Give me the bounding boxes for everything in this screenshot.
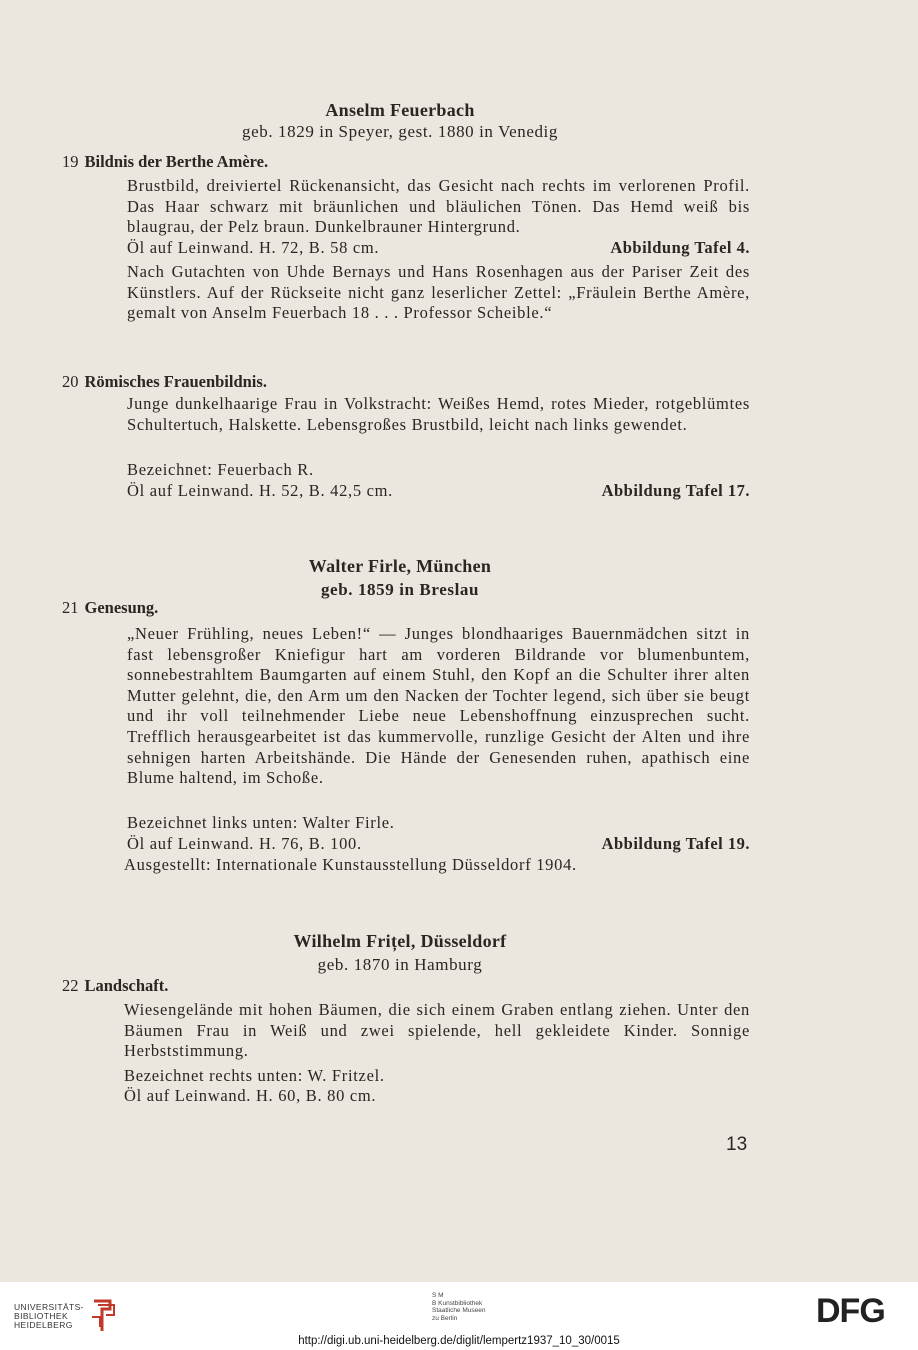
- library-line: HEIDELBERG: [14, 1319, 73, 1330]
- artist-heading-firle: Walter Firle, München: [308, 556, 492, 576]
- university-library-logo[interactable]: [14, 1297, 118, 1335]
- entry-signed: Bezeichnet links unten: Walter Firle.: [127, 813, 395, 832]
- entry-22-description: Wiesengelände mit hohen Bäumen, die sich einem Graben entlang ziehen. Unter den Bäumen Frau in Weiß und zwei spielende, hell gekleidete Kinder. Sonnige Herbststimmung.: [124, 1000, 750, 1061]
- entry-19-title: [62, 152, 268, 172]
- entry-21-medium-line: [127, 834, 750, 854]
- entry-medium: Öl auf Leinwand. H. 72, B. 58 cm.: [127, 238, 380, 257]
- library-emblem-icon: [88, 1297, 118, 1335]
- entry-20-medium-line: [127, 481, 750, 501]
- library-line: UNIVERSITÄTS-: [14, 1301, 84, 1312]
- entry-exhibited: Ausgestellt: Internationale Kunstausstellung Düsseldorf 1904.: [124, 855, 577, 874]
- permalink-url[interactable]: http://digi.ub.uni-heidelberg.de/diglit/lempertz1937_10_30/0015: [298, 1335, 620, 1347]
- entry-medium: Öl auf Leinwand. H. 76, B. 100.: [127, 834, 362, 853]
- museum-stamp: [432, 1292, 485, 1322]
- entry-22-signature: [124, 1066, 747, 1086]
- library-line: BIBLIOTHEK: [14, 1310, 69, 1321]
- library-name: [14, 1303, 84, 1330]
- entry-21-description: „Neuer Frühling, neues Leben!“ — Junges blondhaariges Bauernmädchen sitzt in fast lebensgroßer Kniefigur hart am vorderen Bildrande vor blumenbuntem, sonnebestrahltem Baumgarten auf einem Stuhl, den Kopf an die Schulter ihrer alten Mutter gelehnt, die, den Arm um den Nacken der Tochter legend, sich über sie beugt und ihr voll teilnehmender Liebe neue Lebenshoffnung einzusprechen sucht. Trefflich herausgearbeitet ist das kummervolle, runzlige Gesicht der Alten und ihre sehnigen harten Arbeitshände. Die Hände der Genesenden ruhen, apathisch eine Blume haltend, im Schoße.: [127, 624, 750, 788]
- artist-bio-feuerbach: geb. 1829 in Speyer, gest. 1880 in Venedig: [241, 122, 558, 141]
- artist-heading-feuerbach: Anselm Feuerbach: [325, 100, 475, 120]
- entry-20-title: [62, 372, 267, 392]
- entry-19-description: Brustbild, dreiviertel Rückenansicht, das Gesicht nach rechts im verlorenen Profil. Das Haar schwarz mit bräunlichen und bläulichen Tönen. Das Hemd weiß bis blaugrau, der Pelz braun. Dunkelbrauner Hintergrund.: [127, 176, 750, 237]
- entry-medium: Öl auf Leinwand. H. 52, B. 42,5 cm.: [127, 481, 393, 500]
- entry-20-description: Junge dunkelhaarige Frau in Volkstracht: Weißes Hemd, rotes Mieder, rotgeblümtes Schultertuch, Halskette. Lebensgroßes Brustbild, leicht nach links gewendet.: [127, 394, 750, 434]
- entry-21-signature: [127, 813, 750, 833]
- entry-title-text: Landschaft.: [84, 976, 169, 995]
- entry-20-signature: [127, 460, 750, 480]
- stamp-line: B Kunstbibliothek: [432, 1299, 483, 1307]
- entry-signed: Bezeichnet: Feuerbach R.: [127, 460, 314, 479]
- entry-number: 19: [62, 152, 79, 171]
- entry-number: 20: [62, 372, 79, 391]
- entry-plate-ref: Abbildung Tafel 19.: [601, 834, 750, 853]
- artist-heading-fritzel: Wilhelm Frițel, Düsseldorf: [293, 931, 507, 951]
- stamp-line: Staatliche Museen: [432, 1307, 486, 1314]
- stamp-line: S M: [432, 1292, 444, 1299]
- page-number: 13: [726, 1134, 748, 1155]
- viewer-footer: [0, 1282, 918, 1350]
- stamp-line: zu Berlin: [432, 1314, 458, 1322]
- entry-19-medium-line: [127, 238, 750, 258]
- entry-22-medium-line: [124, 1086, 747, 1106]
- entry-21-exhibited: [124, 855, 747, 875]
- artist-bio-fritzel: geb. 1870 in Hamburg: [317, 955, 483, 974]
- dfg-logo[interactable]: DFG: [816, 1292, 885, 1330]
- entry-number: 21: [62, 598, 79, 617]
- entry-signed: Bezeichnet rechts unten: W. Fritzel.: [124, 1066, 385, 1085]
- entry-number: 22: [62, 976, 79, 995]
- entry-19-note: Nach Gutachten von Uhde Bernays und Hans Rosenhagen aus der Pariser Zeit des Künstlers. Auf der Rückseite nicht ganz leserlicher Zettel: „Fräulein Berthe Amère, gemalt von Anselm Feuerbach 18 . . . Professor Scheible.“: [127, 262, 750, 323]
- entry-title-text: Römisches Frauenbildnis.: [84, 372, 267, 391]
- entry-21-title: [62, 598, 158, 618]
- entry-title-text: Genesung.: [84, 598, 159, 617]
- artist-bio-firle: geb. 1859 in Breslau: [320, 580, 480, 599]
- entry-medium: Öl auf Leinwand. H. 60, B. 80 cm.: [124, 1086, 377, 1105]
- entry-plate-ref: Abbildung Tafel 4.: [610, 238, 750, 257]
- entry-title-text: Bildnis der Berthe Amère.: [84, 152, 269, 171]
- entry-plate-ref: Abbildung Tafel 17.: [601, 481, 750, 500]
- entry-22-title: [62, 976, 168, 996]
